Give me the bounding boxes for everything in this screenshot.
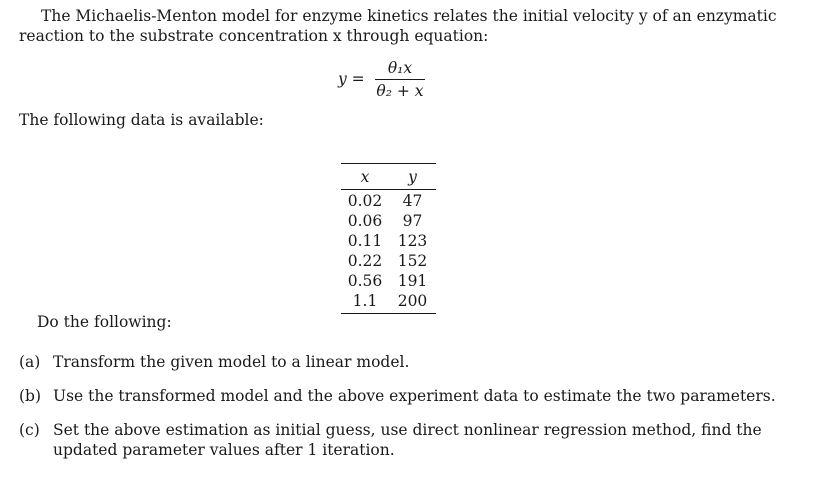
cell-y: 200 [397,292,428,310]
task-line: Transform the given model to a linear model. [53,353,410,371]
task-text [53,386,783,406]
table-row [341,251,436,271]
table-top-rule [341,163,436,164]
table-row [341,231,436,251]
cell-x: 1.1 [352,292,378,310]
table-row [341,211,436,231]
instructions: Do the following: [37,313,172,331]
intro-line-2: reaction to the substrate concentration x through equation: [19,27,489,45]
table-row [341,191,436,211]
table-bottom-rule [341,313,436,314]
task-text [53,420,783,460]
data-table [341,163,436,314]
cell-y: 191 [397,272,428,290]
intro-line-1: The Michaelis-Menton model for enzyme kinetics relates the initial velocity y of an enzymatic [41,7,777,25]
equation-numerator: θ₁x [387,59,413,77]
cell-y: 97 [402,212,423,230]
task-label: (c) [19,421,40,439]
header-x: x [360,168,370,186]
header-y: y [408,168,417,186]
equation-fraction [375,58,425,101]
equation-lhs: y = [338,70,365,88]
table-row [341,291,436,311]
task-line: Use the transformed model and the above experiment data to estimate the two parameters. [53,387,776,405]
table-header [341,167,436,187]
cell-x: 0.11 [347,232,383,250]
task-text [53,352,783,372]
cell-x: 0.56 [347,272,383,290]
cell-x: 0.06 [347,212,383,230]
task-line: updated parameter values after 1 iteration. [53,441,395,459]
intro-paragraph [19,6,799,46]
equation-denominator: θ₂ + x [376,82,424,100]
task-line: Set the above estimation as initial guess, use direct nonlinear regression method, find the [53,421,762,439]
data-intro: The following data is available: [19,111,264,129]
table-body [341,190,436,313]
cell-y: 123 [397,232,428,250]
cell-y: 152 [397,252,428,270]
task-label: (b) [19,387,42,405]
cell-y: 47 [402,192,423,210]
cell-x: 0.22 [347,252,383,270]
task-label: (a) [19,353,41,371]
cell-x: 0.02 [347,192,383,210]
table-row [341,271,436,291]
fraction-bar [375,79,425,80]
